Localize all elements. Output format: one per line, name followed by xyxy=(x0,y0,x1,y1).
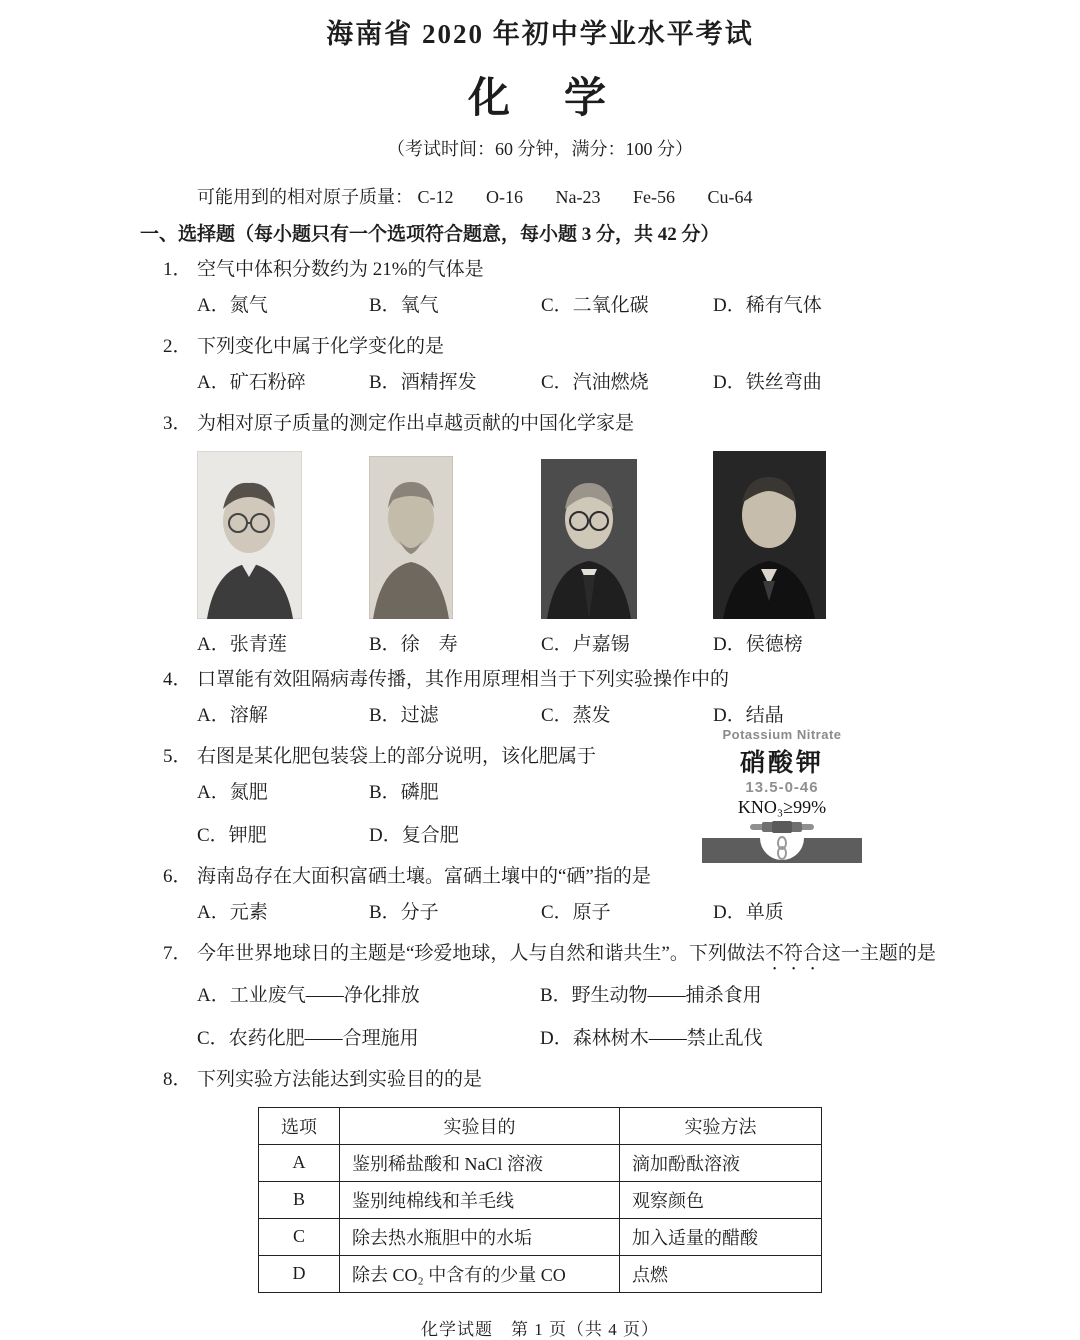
exam-title: 海南省 2020 年初中学业水平考试 xyxy=(326,19,754,49)
q4-option-b: B．过滤 xyxy=(369,705,439,727)
fertilizer-name-en: Potassium Nitrate xyxy=(722,726,842,742)
q3-option-c: C．卢嘉锡 xyxy=(541,633,630,655)
question-8-text: 下列实验方法能达到实验目的的是 xyxy=(197,1068,483,1090)
row-b-option: B xyxy=(259,1181,340,1218)
table-header-method: 实验方法 xyxy=(620,1107,822,1144)
question-3-text: 为相对原子质量的测定作出卓越贡献的中国化学家是 xyxy=(197,412,635,434)
table-row-c xyxy=(259,1218,822,1255)
fertilizer-name-cn: 硝酸钾 xyxy=(739,748,824,777)
atomic-mass-label: 可能用到的相对原子质量： xyxy=(197,187,413,207)
q3-option-a: A．张青莲 xyxy=(197,633,287,655)
row-d-method: 点燃 xyxy=(620,1255,822,1292)
q7-option-d: D．森林树木——禁止乱伐 xyxy=(540,1028,763,1050)
q2-option-b: B．酒精挥发 xyxy=(369,372,477,394)
question-4-number: 4． xyxy=(163,668,192,690)
question-4 xyxy=(140,664,940,695)
chemist-photo-lujiaxi xyxy=(541,459,713,619)
question-6 xyxy=(140,861,940,892)
fertilizer-grade: 13.5-0-46 xyxy=(745,778,819,796)
row-c-option: C xyxy=(259,1218,340,1255)
q2-option-a: A．矿石粉碎 xyxy=(197,372,306,394)
question-7-number: 7． xyxy=(163,942,192,964)
q4-option-a: A．溶解 xyxy=(197,705,268,727)
q1-option-a: A．氮气 xyxy=(197,295,268,317)
q7-option-b: B．野生动物——捕杀食用 xyxy=(540,984,762,1006)
table-header-option: 选项 xyxy=(259,1107,340,1144)
question-6-number: 6． xyxy=(163,865,192,887)
q4-option-c: C．蒸发 xyxy=(541,705,611,727)
question-5-number: 5． xyxy=(163,745,192,767)
row-d-option: D xyxy=(259,1255,340,1292)
question-7 xyxy=(140,938,940,975)
question-8 xyxy=(140,1064,940,1095)
row-b-method: 观察颜色 xyxy=(620,1181,822,1218)
question-7-text-before: 今年世界地球日的主题是“珍爱地球，人与自然和谐共生”。下列做法 xyxy=(197,942,765,964)
row-c-purpose: 除去热水瓶胆中的水垢 xyxy=(340,1218,620,1255)
q1-option-b: B．氧气 xyxy=(369,295,439,317)
q2-option-d: D．铁丝弯曲 xyxy=(713,372,822,394)
chemist-photos xyxy=(197,451,940,619)
question-1-number: 1． xyxy=(163,259,192,280)
atomic-mass-o: O-16 xyxy=(486,187,523,207)
chemist-photo-zhangqinglian xyxy=(197,451,369,619)
question-6-text: 海南岛存在大面积富硒土壤。富硒土壤中的“硒”指的是 xyxy=(197,865,651,887)
q1-option-d: D．稀有气体 xyxy=(713,295,822,317)
chemist-photo-labels xyxy=(197,629,940,656)
chemist-photo-houdebang xyxy=(713,451,940,619)
atomic-mass-fe: Fe-56 xyxy=(632,187,675,207)
table-row-b xyxy=(259,1181,822,1218)
question-3 xyxy=(140,408,940,439)
q7-option-a: A．工业废气——净化排放 xyxy=(197,984,420,1006)
q6-option-d: D．单质 xyxy=(713,902,784,924)
fertilizer-purity: KNO₃≥99% xyxy=(737,796,827,817)
question-7-text-after: 这一主题的是 xyxy=(821,942,936,964)
q1-option-c: C．二氧化碳 xyxy=(541,295,649,317)
question-2-number: 2． xyxy=(163,335,192,357)
table-header-row xyxy=(259,1107,822,1144)
atomic-mass-line xyxy=(197,183,940,209)
q6-option-b: B．分子 xyxy=(369,902,439,924)
chemist-photo-xushou xyxy=(369,456,541,619)
atomic-mass-c: C-12 xyxy=(417,187,454,207)
question-6-options xyxy=(197,898,940,927)
row-a-purpose: 鉴别稀盐酸和 NaCl 溶液 xyxy=(340,1144,620,1181)
exam-info: （考试时间：60 分钟，满分：100 分） xyxy=(387,139,693,159)
q5-option-b: B．磷肥 xyxy=(369,782,439,804)
question-5-options xyxy=(197,778,617,851)
fertilizer-package-label xyxy=(692,727,872,868)
question-5-text: 右图是某化肥包装袋上的部分说明，该化肥属于 xyxy=(197,745,597,767)
atomic-mass-na: Na-23 xyxy=(555,187,601,207)
q7-option-c: C．农药化肥——合理施用 xyxy=(197,1028,419,1050)
question-1-options xyxy=(197,291,940,320)
q5-option-d: D．复合肥 xyxy=(369,825,459,847)
row-a-option: A xyxy=(259,1144,340,1181)
experiment-methods-table xyxy=(258,1107,822,1293)
question-1-text: 空气中体积分数约为 21%的气体是 xyxy=(197,259,484,280)
row-d-purpose: 除去 CO₂ 中含有的少量 CO xyxy=(340,1255,620,1292)
section-title: 一、选择题（每小题只有一个选项符合题意，每小题 3 分，共 42 分） xyxy=(140,224,720,245)
row-a-method: 滴加酚酞溶液 xyxy=(620,1144,822,1181)
question-7-options xyxy=(197,981,940,1054)
q2-option-c: C．汽油燃烧 xyxy=(541,372,649,394)
question-1 xyxy=(140,254,940,285)
q3-option-b: B．徐 寿 xyxy=(369,633,458,655)
q6-option-c: C．原子 xyxy=(541,902,611,924)
table-header-purpose: 实验目的 xyxy=(340,1107,620,1144)
question-3-number: 3． xyxy=(163,412,192,434)
fertilizer-bag-graphic xyxy=(702,821,862,863)
question-2-text: 下列变化中属于化学变化的是 xyxy=(197,335,445,357)
q4-option-d: D．结晶 xyxy=(713,705,784,727)
q5-option-c: C．钾肥 xyxy=(197,825,267,847)
question-2 xyxy=(140,331,940,362)
question-7-text-emphasized: 不符合 xyxy=(764,942,822,964)
question-4-text: 口罩能有效阻隔病毒传播，其作用原理相当于下列实验操作中的 xyxy=(197,668,730,690)
page-footer: 化学试题 第 1 页（共 4 页） xyxy=(421,1319,659,1339)
q6-option-a: A．元素 xyxy=(197,902,268,924)
q5-option-a: A．氮肥 xyxy=(197,782,268,804)
table-row-a xyxy=(259,1144,822,1181)
atomic-mass-cu: Cu-64 xyxy=(707,187,753,207)
row-c-method: 加入适量的醋酸 xyxy=(620,1218,822,1255)
question-5-block xyxy=(140,726,940,851)
table-row-d xyxy=(259,1255,822,1292)
question-8-number: 8． xyxy=(163,1068,192,1090)
question-2-options xyxy=(197,368,940,397)
row-b-purpose: 鉴别纯棉线和羊毛线 xyxy=(340,1181,620,1218)
subject-title: 化 学 xyxy=(467,76,612,122)
q3-option-d: D．侯德榜 xyxy=(713,633,803,655)
